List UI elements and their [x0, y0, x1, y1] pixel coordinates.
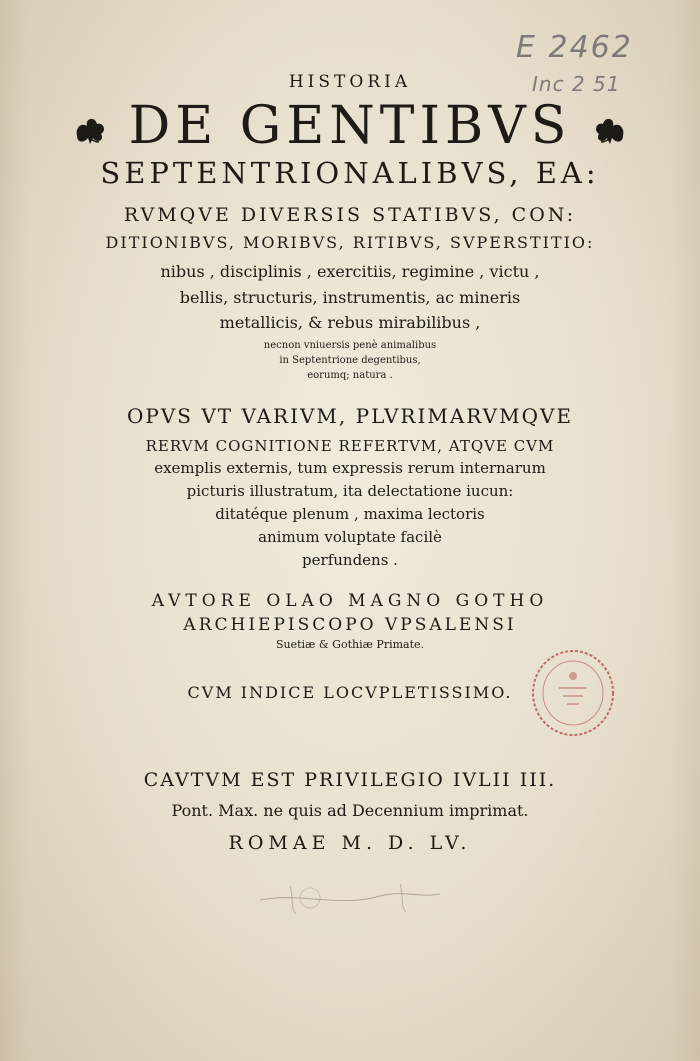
author-title-line: ARCHIEPISCOPO VPSALENSI: [183, 615, 517, 635]
opus-line: OPVS VT VARIVM, PLVRIMARVMQVE: [126, 404, 574, 428]
ditateque-line: ditatéque plenum , maxima lectoris: [215, 505, 485, 523]
library-stamp-icon: [529, 648, 617, 738]
title-line-in-septentrione: in Septentrione degentibus,: [279, 355, 421, 366]
title-line-eorumque: eorumq; natura .: [307, 370, 393, 381]
privilege-line: CAVTVM EST PRIVILEGIO IVLII III.: [143, 769, 557, 791]
animum-line: animum voluptate facilè: [258, 528, 442, 546]
pontifex-line: Pont. Max. ne quis ad Decennium imprimat.: [171, 801, 529, 820]
main-title-line: [0, 96, 700, 156]
main-title: DE GENTIBVS: [128, 96, 572, 156]
title-line-metallicis: metallicis, & rebus mirabilibus ,: [219, 313, 481, 332]
perfundens-line: perfundens .: [302, 551, 398, 569]
index-line: CVM INDICE LOCVPLETISSIMO.: [187, 683, 513, 702]
title-line-ditionibus: DITIONIBVS, MORIBVS, RITIBVS, SVPERSTITIO:: [105, 233, 595, 252]
exemplis-line: exemplis externis, tum expressis rerum internarum: [154, 459, 546, 477]
title-line-nibus: nibus , disciplinis , exercitiis, regimine , victu ,: [160, 262, 540, 281]
primate-line: Suetiæ & Gothiæ Primate.: [275, 638, 425, 651]
title-line-necnon: necnon vniuersis penè animalibus: [263, 340, 437, 351]
title-line-septentrionalibus: SEPTENTRIONALIBVS, EA:: [100, 156, 600, 190]
author-line: AVTORE OLAO MAGNO GOTHO: [151, 591, 549, 611]
picturis-line: picturis illustratum, ita delectatione iucun:: [186, 482, 514, 500]
title-line-bellis: bellis, structuris, instrumentis, ac mineris: [179, 288, 521, 307]
fleuron-left-icon: [73, 114, 107, 146]
rerum-line: RERVM COGNITIONE REFERTVM, ATQVE CVM: [145, 437, 555, 455]
shelf-mark-line1: E 2462: [516, 30, 633, 65]
pen-flourish-icon: [250, 878, 450, 918]
title-line-rumque: RVMQVE DIVERSIS STATIBVS, CON:: [123, 204, 577, 226]
shelf-mark-line2: Inc 2 51: [532, 72, 621, 96]
fleuron-right-icon: [593, 114, 627, 146]
imprint-line: ROMAE M. D. LV.: [228, 832, 472, 854]
historia-line: HISTORIA: [288, 72, 412, 92]
